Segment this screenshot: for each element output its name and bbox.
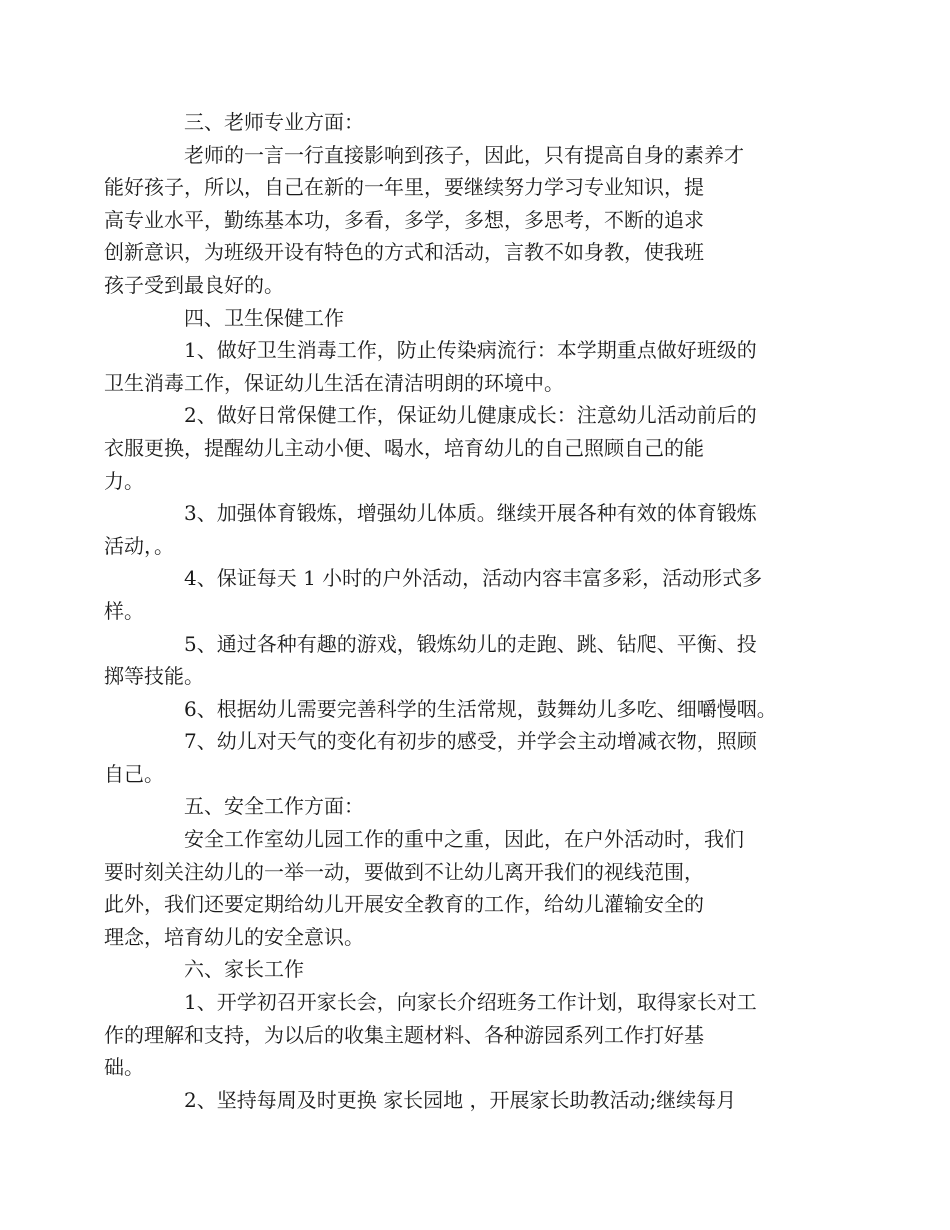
text-line: 理念，培育幼儿的安全意识。 [104,924,364,949]
text-line: 五、安全工作方面： [184,794,364,819]
paragraph [104,497,824,562]
text-line: 3、加强体育锻炼，增强幼儿体质。继续开展各种有效的体育锻炼 [184,501,757,526]
text-line: 能好孩子，所以，自己在新的一年里，要继续努力学习专业知识，提 [104,175,704,200]
paragraph [144,693,824,726]
text-line: 1、做好卫生消毒工作，防止传染病流行：本学期重点做好班级的 [184,338,757,363]
paragraph [104,562,824,627]
text-line: 7、幼儿对天气的变化有初步的感受，并学会主动增减衣物，照顾 [184,729,757,754]
text-line: 四、卫生保健工作 [184,305,344,330]
text-line: 三、老师专业方面： [184,110,364,134]
text-line: 5、通过各种有趣的游戏，锻炼幼儿的走跑、跳、钻爬、平衡、投 [184,631,757,656]
paragraph [104,334,824,399]
text-line: 4、保证每天 1 小时的户外活动，活动内容丰富多彩，活动形式多 [184,566,763,591]
text-line: 样。 [104,598,144,623]
text-line: 卫生消毒工作，保证幼儿生活在清洁明朗的环境中。 [104,370,564,395]
text-line: 作的理解和支持，为以后的收集主题材料、各种游园系列工作打好基 [104,1022,704,1047]
text-line: 要时刻关注幼儿的一举一动，要做到不让幼儿离开我们的视线范围， [104,859,704,884]
text-line: 高专业水平，勤练基本功，多看，多学，多想，多思考，不断的追求 [104,207,704,232]
paragraph [144,1084,824,1117]
text-line: 自己。 [104,761,164,786]
text-line: 2、做好日常保健工作，保证幼儿健康成长：注意幼儿活动前后的 [184,403,757,428]
paragraph [104,986,824,1084]
text-line: 2、坚持每周及时更换 家长园地 ，开展家长助教活动;继续每月 [184,1087,737,1112]
text-line: 六、家长工作 [184,957,304,982]
text-line: 孩子受到最良好的。 [104,272,284,297]
paragraph [104,139,824,302]
paragraph [104,399,824,497]
paragraph [104,628,824,693]
text-line: 活动，。 [104,533,174,558]
section-heading [144,953,824,986]
text-line: 此外，我们还要定期给幼儿开展安全教育的工作，给幼儿灌输安全的 [104,892,704,917]
text-line: 衣服更换，提醒幼儿主动小便、喝水，培育幼儿的自己照顾自己的能 [104,435,704,460]
text-line: 础。 [104,1055,144,1080]
text-line: 老师的一言一行直接影响到孩子，因此，只有提高自身的素养才 [184,142,744,167]
document-body [104,106,824,1116]
paragraph [104,725,824,790]
text-line: 安全工作室幼儿园工作的重中之重，因此，在户外活动时，我们 [184,827,744,852]
section-heading [144,302,824,335]
section-heading [144,106,824,139]
text-line: 掷等技能。 [104,664,204,689]
text-line: 创新意识，为班级开设有特色的方式和活动，言教不如身教，使我班 [104,240,704,265]
section-heading [144,790,824,823]
paragraph [104,823,824,953]
text-line: 1、开学初召开家长会，向家长介绍班务工作计划，取得家长对工 [184,990,757,1015]
text-line: 力。 [104,468,144,493]
text-line: 6、根据幼儿需要完善科学的生活常规，鼓舞幼儿多吃、细嚼慢咽。 [184,696,777,721]
